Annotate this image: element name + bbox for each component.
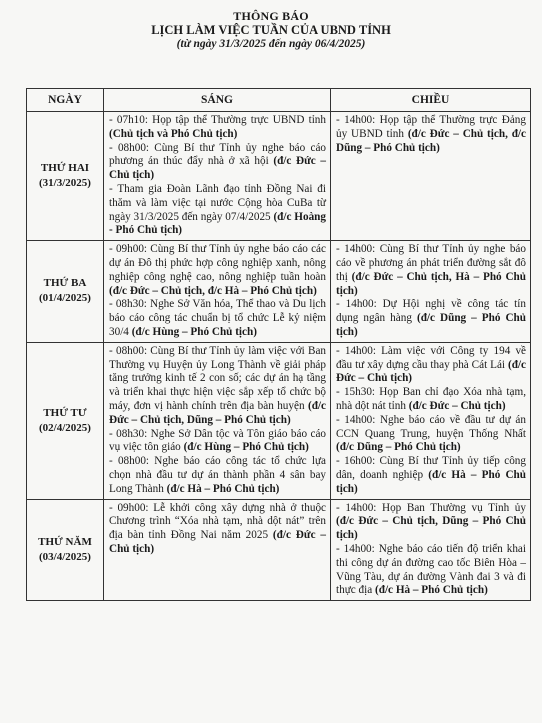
entry-attendees: (đ/c Hùng – Phó Chủ tịch) (183, 441, 309, 454)
entry-attendees: (đ/c Hoàng - Phó Chủ tịch) (109, 210, 326, 237)
entry-text: - 16h00: Cùng Bí thư Tỉnh ủy tiếp công dân, doanh nghiệp (336, 455, 526, 481)
entry-attendees: (đ/c Hà – Phó Chủ tịch) (375, 584, 488, 597)
schedule-entry (336, 455, 526, 496)
entry-attendees: (đ/c Dũng – Phó Chủ tịch) (336, 312, 526, 338)
column-header-morning: SÁNG (104, 89, 331, 112)
schedule-entry (336, 502, 526, 543)
schedule-entry (109, 345, 326, 428)
schedule-title: LỊCH LÀM VIỆC TUẦN CỦA UBND TỈNH (151, 23, 391, 37)
entry-attendees: (đ/c Đức – Chủ tịch) (109, 155, 326, 182)
schedule-entry (109, 455, 326, 496)
schedule-entry (109, 428, 326, 456)
morning-cell (104, 499, 331, 601)
schedule-entry (109, 298, 326, 339)
day-name: THỨ TƯ (43, 406, 87, 419)
morning-cell (104, 112, 331, 241)
entry-attendees: (Chủ tịch và Phó Chủ tịch) (109, 127, 238, 140)
column-header-afternoon: CHIỀU (331, 89, 531, 112)
column-header-day: NGÀY (27, 89, 104, 112)
day-date: (01/4/2025) (39, 292, 91, 305)
entry-text: - 09h00: Cùng Bí thư Tỉnh ủy nghe báo cáo các dự án Đô thị phức hợp công nghiệp xanh, nông nghiệp công nghệ cao, nông nghiệp tuần hoàn (109, 243, 326, 283)
afternoon-cell (331, 342, 531, 499)
schedule-entry (336, 345, 526, 386)
table-row (27, 342, 531, 499)
morning-cell (104, 342, 331, 499)
entry-text: - 08h30: Nghe Sở Dân tộc và Tôn giáo báo cáo vụ việc tôn giáo (109, 427, 326, 454)
schedule-entry (336, 243, 526, 298)
entry-text: - 14h00: Nghe báo cáo về đầu tư dự án CCN Quang Trung, huyện Thống Nhất (336, 413, 526, 440)
table-row (27, 241, 531, 343)
day-name: THỨ HAI (40, 162, 90, 175)
afternoon-cell (331, 112, 531, 241)
day-cell (27, 342, 104, 499)
entry-attendees: (đ/c Đức – Chủ tịch) (109, 529, 327, 555)
entry-text: - 07h10: Họp tập thể Thường trực UBND tỉnh (109, 114, 326, 126)
entry-attendees: (đ/c Đức – Chủ tịch, Hà – Phó Chủ tịch) (336, 270, 527, 297)
day-cell (27, 241, 104, 343)
schedule-entry (336, 543, 526, 598)
entry-attendees: (đ/c Dũng – Phó Chủ tịch) (336, 441, 461, 454)
entry-attendees: (đ/c Hà – Phó Chủ tịch) (336, 468, 526, 495)
table-header-row (27, 89, 531, 112)
entry-text: - 14h00: Nghe báo cáo tiến độ triển khai thi công dự án đường cao tốc Biên Hòa – Vũng Tàu, dự án đường Vành đai 3 và đi thực địa (336, 542, 526, 597)
entry-text: - 14h00: Họp Ban Thường vụ Tỉnh ủy (336, 501, 526, 514)
day-name: THỨ NĂM (38, 535, 92, 548)
afternoon-cell (331, 241, 531, 343)
entry-attendees: (đ/c Đức – Chủ tịch, đ/c Dũng – Phó Chủ tịch) (336, 127, 527, 154)
entry-attendees: (đ/c Đức – Chủ tịch, đ/c Hà – Phó Chủ tịch) (109, 284, 317, 297)
schedule-entry (109, 502, 326, 557)
entry-text: - 08h30: Nghe Sở Văn hóa, Thể thao và Du lịch báo cáo công tác chuẩn bị tổ chức Lễ kỷ niệm 30/4 (109, 298, 326, 338)
entry-text: - 14h00: Cùng Bí thư Tỉnh ủy nghe báo cáo về phương án phát triển đường sắt đô thị (336, 243, 526, 283)
entry-text: - Tham gia Đoàn Lãnh đạo tỉnh Đồng Nai đi thăm và làm việc tại nước Cộng hòa CuBa từ ngày 31/3/2025 đến ngày 07/4/2025 (109, 182, 326, 223)
day-date: (31/3/2025) (39, 177, 91, 190)
schedule-entry (109, 183, 326, 238)
entry-text: - 08h00: Nghe báo cáo công tác tổ chức lựa chọn nhà đầu tư dự án thành phần 4 sân bay Long Thành (109, 455, 326, 495)
afternoon-cell (331, 499, 531, 601)
table-row (27, 499, 531, 601)
entry-text: - 14h00: Họp tập thể Thường trực Đảng ủy UBND tỉnh (336, 114, 526, 140)
schedule-entry (109, 243, 326, 298)
entry-text: - 14h00: Làm việc với Công ty 194 về đầu tư xây dựng cầu thay phà Cát Lái (336, 344, 526, 371)
day-date: (02/4/2025) (39, 421, 91, 434)
morning-cell (104, 241, 331, 343)
schedule-entry (109, 142, 326, 183)
day-cell (27, 112, 104, 241)
date-range: (từ ngày 31/3/2025 đến ngày 06/4/2025) (176, 38, 366, 50)
document-header (0, 9, 542, 51)
entry-attendees: (đ/c Đức – Chủ tịch, Dũng – Phó Chủ tịch) (109, 399, 326, 426)
schedule-entry (336, 414, 526, 455)
entry-attendees: (đ/c Đức – Chủ tịch) (336, 358, 526, 385)
day-name: THỨ BA (43, 277, 87, 290)
entry-attendees: (đ/c Đức – Chủ tịch, Dũng – Phó Chủ tịch) (336, 515, 526, 542)
schedule-table (26, 88, 531, 601)
day-date: (03/4/2025) (39, 550, 91, 563)
day-cell (27, 499, 104, 601)
schedule-entry (109, 114, 326, 142)
schedule-entry (336, 298, 526, 339)
entry-text: - 14h00: Dự Hội nghị về công tác tín dụng ngân hàng (336, 298, 526, 325)
entry-attendees: (đ/c Hùng – Phó Chủ tịch) (131, 325, 257, 338)
entry-text: - 08h00: Cùng Bí thư Tỉnh ủy làm việc với Ban Thường vụ Huyện ủy Long Thành về giải pháp tăng trưởng kinh tế 2 con số; các dự án hạ tầng và triển khai thực hiện việc sắp xếp tổ chức bộ máy, đơn vị hành chính trên địa bàn huyện (109, 344, 326, 412)
notice-title: THÔNG BÁO (233, 9, 309, 23)
entry-text: - 08h00: Cùng Bí thư Tỉnh ủy nghe báo cáo phương án thúc đẩy nhà ở xã hội (109, 141, 326, 168)
entry-attendees: (đ/c Hà – Phó Chủ tịch) (166, 482, 280, 495)
table-row (27, 112, 531, 241)
schedule-entry (336, 386, 526, 414)
entry-text: - 15h30: Họp Ban chỉ đạo Xóa nhà tạm, nhà dột nát tỉnh (336, 386, 526, 412)
entry-text: - 09h00: Lễ khởi công xây dựng nhà ở thuộc Chương trình “Xóa nhà tạm, nhà dột nát” trên địa bàn tỉnh Đồng Nai năm 2025 (109, 501, 326, 542)
entry-attendees: (đ/c Đức – Chủ tịch) (408, 399, 506, 412)
schedule-entry (336, 114, 526, 155)
